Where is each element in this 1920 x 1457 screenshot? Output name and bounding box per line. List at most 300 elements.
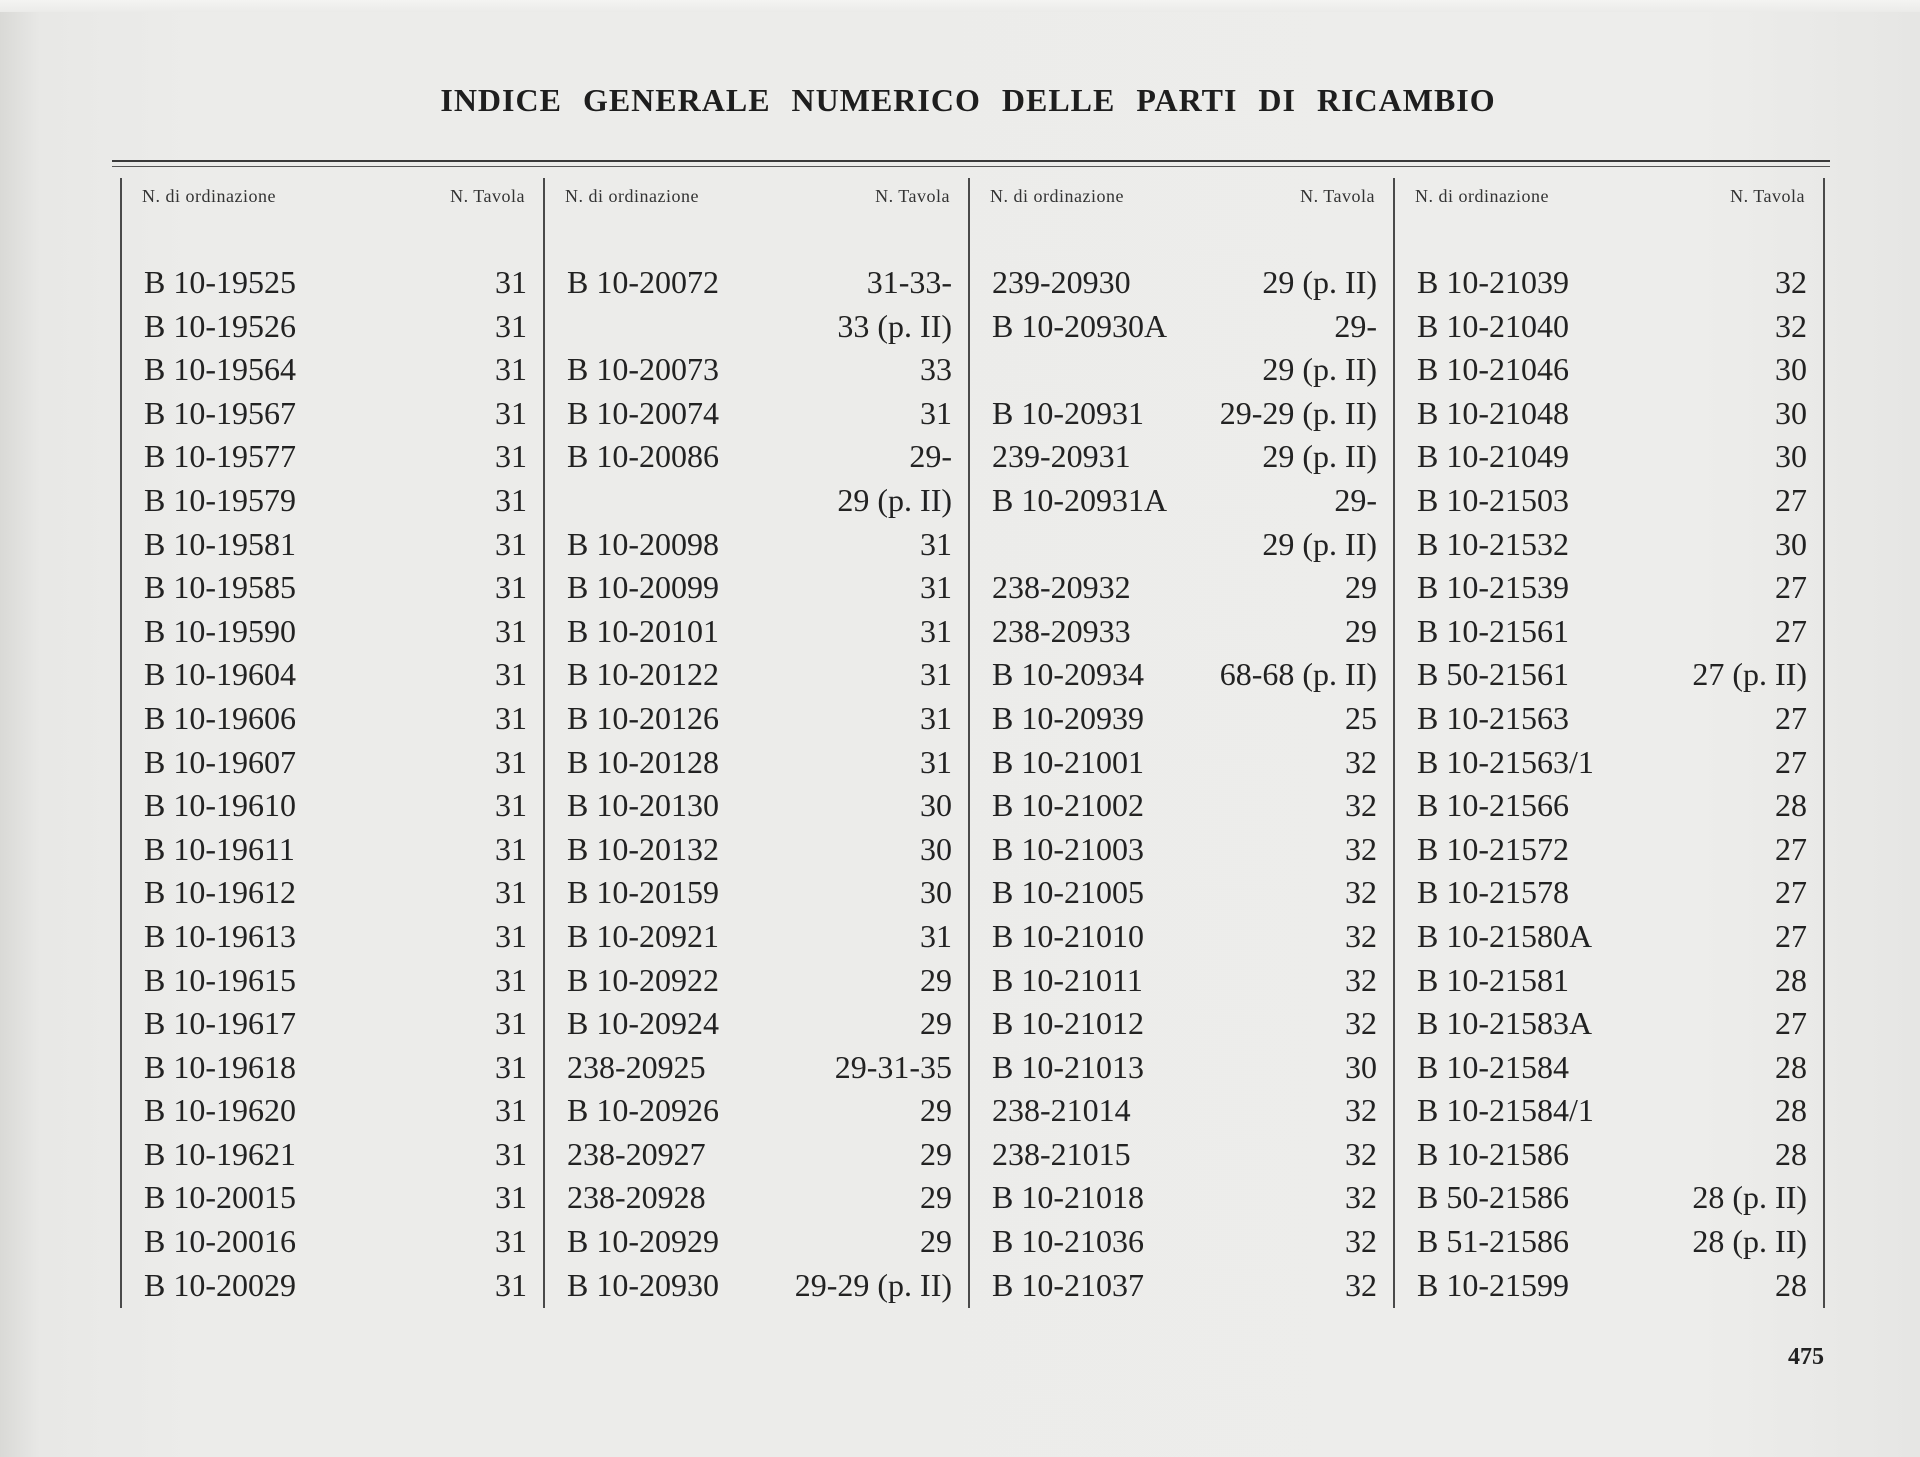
table-row — [545, 915, 968, 959]
table-row — [122, 1046, 543, 1090]
order-number: B 10-20086 — [567, 438, 719, 475]
table-number: 31-33- — [866, 264, 952, 300]
order-number: B 10-21583A — [1417, 1005, 1593, 1042]
order-number: 238-20928 — [567, 1179, 706, 1216]
table-number: 32 — [1345, 1223, 1377, 1260]
order-number: B 10-21040 — [1417, 307, 1569, 344]
order-number: B 10-21037 — [992, 1266, 1144, 1303]
table-number: 27 — [1775, 481, 1807, 518]
table-row — [545, 305, 968, 349]
order-number: B 10-19610 — [144, 787, 296, 824]
table-row — [970, 871, 1393, 915]
table-number: 31 — [920, 656, 952, 693]
table-number: 29 (p. II) — [1262, 351, 1377, 388]
table-row — [970, 566, 1393, 610]
table-row — [545, 653, 968, 697]
table-number: 29 — [920, 1223, 952, 1260]
order-number: B 10-20029 — [144, 1266, 296, 1303]
header-table-number: N. Tavola — [875, 185, 950, 206]
order-number: B 10-19579 — [144, 481, 296, 518]
header-table-number: N. Tavola — [1300, 185, 1375, 206]
index-column-3 — [970, 178, 1395, 1308]
table-columns — [120, 178, 1825, 1308]
order-number: B 51-21586 — [1417, 1223, 1569, 1260]
table-row — [1395, 1220, 1823, 1264]
table-row — [970, 435, 1393, 479]
header-order-number: N. di ordinazione — [565, 185, 699, 206]
order-number: B 10-19607 — [144, 743, 296, 780]
parts-index-table — [112, 160, 1830, 1310]
table-number: 32 — [1775, 264, 1807, 300]
table-row — [545, 523, 968, 567]
table-row — [122, 610, 543, 654]
table-number: 29 — [920, 1179, 952, 1216]
table-number: 29-31-35 — [834, 1048, 952, 1085]
order-number: B 10-21578 — [1417, 874, 1569, 911]
order-number: B 10-21586 — [1417, 1135, 1569, 1172]
table-number: 29 — [920, 1135, 952, 1172]
table-number: 30 — [1345, 1048, 1377, 1085]
order-number: B 10-20122 — [567, 656, 719, 693]
header-table-number: N. Tavola — [450, 185, 525, 206]
table-row — [122, 1176, 543, 1220]
table-number: 31 — [920, 612, 952, 649]
table-row — [970, 1089, 1393, 1133]
order-number: B 10-20128 — [567, 743, 719, 780]
order-number: B 10-20929 — [567, 1223, 719, 1260]
table-number: 31 — [495, 1005, 527, 1042]
order-number: B 10-21013 — [992, 1048, 1144, 1085]
table-number: 27 — [1775, 743, 1807, 780]
table-number: 32 — [1345, 1266, 1377, 1303]
table-number: 31 — [495, 351, 527, 388]
table-row — [970, 261, 1393, 305]
table-number: 32 — [1775, 307, 1807, 344]
column-rows — [545, 261, 968, 1307]
table-row — [122, 523, 543, 567]
order-number: 239-20931 — [992, 438, 1131, 475]
table-row — [545, 1133, 968, 1177]
table-number: 32 — [1345, 787, 1377, 824]
header-order-number: N. di ordinazione — [1415, 185, 1549, 206]
table-number: 31 — [495, 1048, 527, 1085]
table-row — [545, 261, 968, 305]
table-row — [545, 610, 968, 654]
table-number: 27 (p. II) — [1692, 656, 1807, 693]
order-number: B 10-20073 — [567, 351, 719, 388]
order-number: B 10-19577 — [144, 438, 296, 475]
table-number: 31 — [920, 569, 952, 606]
order-number: B 10-21563/1 — [1417, 743, 1594, 780]
order-number: 238-20927 — [567, 1135, 706, 1172]
table-number: 30 — [1775, 525, 1807, 562]
table-number: 31 — [495, 743, 527, 780]
order-number: B 10-20126 — [567, 699, 719, 736]
order-number: B 10-20130 — [567, 787, 719, 824]
order-number: B 10-21584 — [1417, 1048, 1569, 1085]
order-number: B 10-20922 — [567, 961, 719, 998]
table-number: 31 — [495, 1266, 527, 1303]
table-row — [545, 392, 968, 436]
table-number: 31 — [495, 830, 527, 867]
order-number: B 10-19590 — [144, 612, 296, 649]
table-number: 30 — [920, 830, 952, 867]
table-row — [1395, 915, 1823, 959]
table-number: 31 — [920, 394, 952, 431]
page-title: INDICE GENERALE NUMERICO DELLE PARTI DI RICAMBIO — [440, 82, 1496, 118]
table-row — [122, 784, 543, 828]
table-number: 30 — [1775, 351, 1807, 388]
order-number: B 10-20159 — [567, 874, 719, 911]
table-row — [1395, 1046, 1823, 1090]
table-row — [970, 305, 1393, 349]
table-row — [1395, 566, 1823, 610]
order-number: B 10-20072 — [567, 264, 719, 300]
order-number: 238-21015 — [992, 1135, 1131, 1172]
table-number: 27 — [1775, 874, 1807, 911]
table-number: 31 — [495, 1135, 527, 1172]
table-row — [970, 1264, 1393, 1308]
table-row — [545, 959, 968, 1003]
table-row — [1395, 305, 1823, 349]
table-row — [545, 1046, 968, 1090]
order-number: B 10-19606 — [144, 699, 296, 736]
order-number: B 10-21003 — [992, 830, 1144, 867]
table-number: 30 — [920, 787, 952, 824]
table-row — [122, 261, 543, 305]
table-row — [122, 697, 543, 741]
table-number: 29 (p. II) — [1262, 264, 1377, 300]
header-order-number: N. di ordinazione — [142, 185, 276, 206]
table-number: 31 — [495, 1179, 527, 1216]
table-row — [122, 915, 543, 959]
table-number: 29 — [920, 961, 952, 998]
order-number: B 10-20924 — [567, 1005, 719, 1042]
table-number: 28 — [1775, 961, 1807, 998]
order-number: B 10-20939 — [992, 699, 1144, 736]
table-number: 30 — [920, 874, 952, 911]
table-row — [545, 784, 968, 828]
table-number: 28 — [1775, 1135, 1807, 1172]
table-number: 31 — [495, 438, 527, 475]
order-number: B 10-21046 — [1417, 351, 1569, 388]
order-number: B 10-20099 — [567, 569, 719, 606]
order-number: B 10-20930 — [567, 1266, 719, 1303]
table-row — [122, 348, 543, 392]
table-number: 31 — [920, 699, 952, 736]
table-row — [545, 479, 968, 523]
order-number: B 10-19621 — [144, 1135, 296, 1172]
table-row — [970, 392, 1393, 436]
header-table-number: N. Tavola — [1730, 185, 1805, 206]
table-row — [1395, 479, 1823, 523]
table-number: 31 — [920, 743, 952, 780]
order-number: B 10-21503 — [1417, 481, 1569, 518]
order-number: B 10-19604 — [144, 656, 296, 693]
table-number: 28 — [1775, 1092, 1807, 1129]
table-number: 28 (p. II) — [1692, 1179, 1807, 1216]
table-row — [970, 610, 1393, 654]
table-number: 30 — [1775, 438, 1807, 475]
table-row — [970, 959, 1393, 1003]
page-number: 475 — [1788, 1344, 1824, 1370]
table-number: 27 — [1775, 830, 1807, 867]
order-number: B 10-20101 — [567, 612, 719, 649]
order-number: B 10-19615 — [144, 961, 296, 998]
order-number: B 10-19567 — [144, 394, 296, 431]
table-row — [1395, 435, 1823, 479]
column-header — [1395, 178, 1823, 214]
order-number: B 10-19581 — [144, 525, 296, 562]
table-number: 27 — [1775, 612, 1807, 649]
table-number: 31 — [495, 264, 527, 300]
order-number: B 10-21561 — [1417, 612, 1569, 649]
table-row — [122, 871, 543, 915]
table-number: 31 — [920, 525, 952, 562]
order-number: B 10-21048 — [1417, 394, 1569, 431]
order-number: B 10-21039 — [1417, 264, 1569, 300]
table-number: 27 — [1775, 569, 1807, 606]
table-number: 32 — [1345, 1005, 1377, 1042]
table-row — [545, 1220, 968, 1264]
table-row — [970, 1002, 1393, 1046]
order-number: B 10-20934 — [992, 656, 1144, 693]
table-row — [545, 1264, 968, 1308]
table-number: 28 — [1775, 1266, 1807, 1303]
table-top-rule — [112, 160, 1830, 162]
table-number: 31 — [495, 1223, 527, 1260]
table-number: 33 — [920, 351, 952, 388]
table-number: 25 — [1345, 699, 1377, 736]
table-row — [1395, 610, 1823, 654]
table-row — [122, 435, 543, 479]
table-number: 28 (p. II) — [1692, 1223, 1807, 1260]
order-number: 238-20925 — [567, 1048, 706, 1085]
table-row — [970, 1220, 1393, 1264]
table-row — [1395, 741, 1823, 785]
header-order-number: N. di ordinazione — [990, 185, 1124, 206]
table-number: 32 — [1345, 743, 1377, 780]
column-header — [122, 178, 543, 214]
table-row — [545, 697, 968, 741]
table-number: 31 — [495, 612, 527, 649]
order-number: B 10-21539 — [1417, 569, 1569, 606]
order-number: 238-20933 — [992, 612, 1131, 649]
table-number: 29- — [1334, 481, 1377, 518]
table-number: 32 — [1345, 1135, 1377, 1172]
table-row — [122, 1133, 543, 1177]
order-number: B 10-21011 — [992, 961, 1143, 998]
table-row — [122, 741, 543, 785]
table-number: 31 — [495, 1092, 527, 1129]
order-number: B 10-19585 — [144, 569, 296, 606]
table-number: 29 (p. II) — [837, 481, 952, 518]
order-number: B 10-20132 — [567, 830, 719, 867]
order-number: B 10-21049 — [1417, 438, 1569, 475]
order-number: B 50-21586 — [1417, 1179, 1569, 1216]
table-row — [122, 828, 543, 872]
order-number: B 10-19612 — [144, 874, 296, 911]
order-number: 238-20932 — [992, 569, 1131, 606]
table-row — [545, 741, 968, 785]
order-number: B 10-19618 — [144, 1048, 296, 1085]
table-row — [545, 566, 968, 610]
table-row — [545, 1089, 968, 1133]
table-number: 31 — [495, 656, 527, 693]
table-number: 29 — [1345, 569, 1377, 606]
table-number: 31 — [495, 874, 527, 911]
table-row — [970, 348, 1393, 392]
table-number: 31 — [495, 481, 527, 518]
table-row — [970, 915, 1393, 959]
table-row — [122, 305, 543, 349]
table-number: 29 (p. II) — [1262, 438, 1377, 475]
table-number: 32 — [1345, 1179, 1377, 1216]
table-row — [545, 871, 968, 915]
table-row — [545, 1176, 968, 1220]
index-column-4 — [1395, 178, 1825, 1308]
table-row — [1395, 784, 1823, 828]
order-number: B 10-21584/1 — [1417, 1092, 1594, 1129]
order-number: B 10-21581 — [1417, 961, 1569, 998]
order-number: B 10-21563 — [1417, 699, 1569, 736]
order-number: B 10-21599 — [1417, 1266, 1569, 1303]
table-row — [970, 697, 1393, 741]
table-row — [122, 479, 543, 523]
table-number: 32 — [1345, 830, 1377, 867]
table-row — [970, 1046, 1393, 1090]
table-row — [970, 1176, 1393, 1220]
table-row — [1395, 828, 1823, 872]
table-row — [1395, 697, 1823, 741]
order-number: B 10-19564 — [144, 351, 296, 388]
table-number: 33 (p. II) — [837, 307, 952, 344]
order-number: B 10-19526 — [144, 307, 296, 344]
table-row — [970, 828, 1393, 872]
table-row — [1395, 959, 1823, 1003]
column-header — [970, 178, 1393, 214]
order-number: 239-20930 — [992, 264, 1131, 300]
order-number: B 10-20074 — [567, 394, 719, 431]
order-number: B 10-21580A — [1417, 917, 1593, 954]
table-row — [122, 1220, 543, 1264]
table-row — [970, 784, 1393, 828]
column-rows — [970, 261, 1393, 1307]
order-number: B 10-20931 — [992, 394, 1144, 431]
order-number: B 10-19611 — [144, 830, 295, 867]
order-number: B 10-20098 — [567, 525, 719, 562]
table-row — [1395, 1002, 1823, 1046]
table-top-rule-thin — [112, 166, 1830, 167]
column-rows — [1395, 261, 1823, 1307]
table-row — [1395, 1264, 1823, 1308]
table-row — [970, 523, 1393, 567]
table-row — [122, 1089, 543, 1133]
table-row — [1395, 261, 1823, 305]
table-number: 31 — [495, 394, 527, 431]
table-number: 28 — [1775, 787, 1807, 824]
table-number: 27 — [1775, 1005, 1807, 1042]
table-row — [1395, 871, 1823, 915]
column-header — [545, 178, 968, 214]
table-number: 29 — [920, 1092, 952, 1129]
table-number: 32 — [1345, 874, 1377, 911]
index-column-1 — [120, 178, 545, 1308]
table-row — [122, 566, 543, 610]
order-number: B 10-21012 — [992, 1005, 1144, 1042]
column-rows — [122, 261, 543, 1307]
table-number: 32 — [1345, 917, 1377, 954]
table-row — [545, 348, 968, 392]
table-number: 29- — [1334, 307, 1377, 344]
table-number: 32 — [1345, 961, 1377, 998]
order-number: B 10-21572 — [1417, 830, 1569, 867]
order-number: B 10-20015 — [144, 1179, 296, 1216]
order-number: B 10-21005 — [992, 874, 1144, 911]
table-row — [545, 828, 968, 872]
table-row — [970, 479, 1393, 523]
table-number: 29 — [920, 1005, 952, 1042]
table-row — [1395, 348, 1823, 392]
order-number: B 50-21561 — [1417, 656, 1569, 693]
index-column-2 — [545, 178, 970, 1308]
table-number: 31 — [495, 569, 527, 606]
order-number: B 10-19525 — [144, 264, 296, 300]
page-top-edge — [0, 0, 1920, 12]
table-number: 68-68 (p. II) — [1219, 656, 1377, 693]
table-row — [122, 1002, 543, 1046]
order-number: B 10-20921 — [567, 917, 719, 954]
table-number: 31 — [920, 917, 952, 954]
table-number: 31 — [495, 787, 527, 824]
order-number: B 10-19617 — [144, 1005, 296, 1042]
order-number: B 10-21001 — [992, 743, 1144, 780]
order-number: B 10-21566 — [1417, 787, 1569, 824]
table-number: 29 (p. II) — [1262, 525, 1377, 562]
table-row — [545, 435, 968, 479]
order-number: B 10-20930A — [992, 307, 1168, 344]
table-number: 27 — [1775, 917, 1807, 954]
table-number: 29- — [909, 438, 952, 475]
table-number: 31 — [495, 917, 527, 954]
table-number: 27 — [1775, 699, 1807, 736]
table-number: 31 — [495, 699, 527, 736]
order-number: B 10-19620 — [144, 1092, 296, 1129]
order-number: B 10-20016 — [144, 1223, 296, 1260]
table-row — [1395, 523, 1823, 567]
table-number: 32 — [1345, 1092, 1377, 1129]
order-number: B 10-20931A — [992, 481, 1168, 518]
table-row — [970, 741, 1393, 785]
table-row — [1395, 1176, 1823, 1220]
order-number: B 10-21532 — [1417, 525, 1569, 562]
table-number: 29-29 (p. II) — [1219, 394, 1377, 431]
table-row — [122, 1264, 543, 1308]
table-number: 31 — [495, 525, 527, 562]
table-number: 31 — [495, 307, 527, 344]
order-number: B 10-20926 — [567, 1092, 719, 1129]
table-row — [970, 653, 1393, 697]
table-row — [1395, 1133, 1823, 1177]
table-number: 28 — [1775, 1048, 1807, 1085]
table-row — [1395, 653, 1823, 697]
table-number: 31 — [495, 961, 527, 998]
table-row — [122, 392, 543, 436]
table-row — [122, 653, 543, 697]
table-number: 29-29 (p. II) — [794, 1266, 952, 1303]
order-number: B 10-21036 — [992, 1223, 1144, 1260]
table-row — [970, 1133, 1393, 1177]
